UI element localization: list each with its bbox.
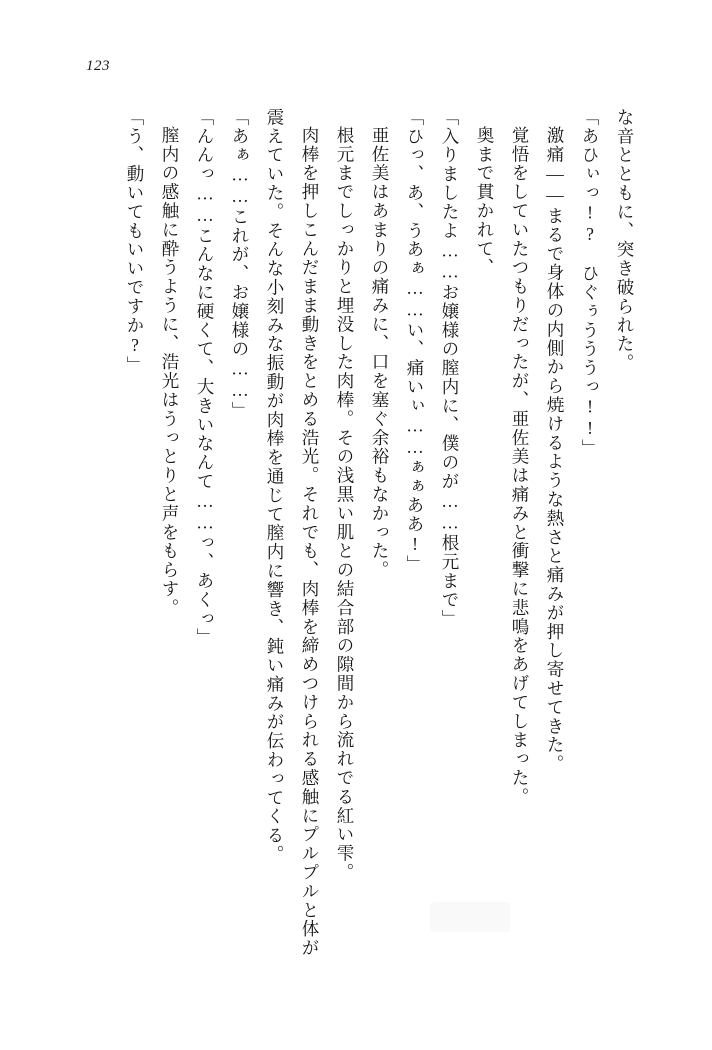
paragraph: 膣内の感触に酔うように、浩光はうっとりと声をもらす。 xyxy=(160,125,180,617)
paragraph: 奥まで貫かれて、 xyxy=(475,125,495,277)
paper-smudge xyxy=(430,902,510,932)
paragraph: 「う、動いてもいいですか?」 xyxy=(125,108,145,376)
paragraph: 「あぁ……これが、お嬢様の……」 xyxy=(230,108,250,421)
paragraph: 覚悟をしていたつもりだったが、亜佐美は痛みと衝撃に悲鳴をあげてしまった。 xyxy=(510,125,530,806)
page-body-text xyxy=(62,108,642,968)
paragraph: 「ひっ、あ、うあぁ……い、痛いぃ……ぁぁああ!」 xyxy=(405,108,425,575)
paragraph: な音とともに、突き破られた。 xyxy=(615,108,635,373)
paragraph: 激痛——まるで身体の内側から焼けるような熱さと痛みが押し寄せてきた。 xyxy=(545,125,565,774)
paragraph: 「んんっ……こんなに硬くて、大きいなんて……っ、あくっ」 xyxy=(195,108,215,648)
paragraph: 「あひぃっ!? ひぐぅうううっ!!」 xyxy=(580,108,600,459)
paragraph: 「入りましたよ……お嬢様の膣内に、僕のが……根元まで」 xyxy=(440,108,460,629)
paragraph: 根元までしっかりと埋没した肉棒。その浅黒い肌との結合部の隙間から流れでる紅い雫。 xyxy=(335,125,355,882)
paragraph: 亜佐美はあまりの痛みに、口を塞ぐ余裕もなかった。 xyxy=(370,125,390,580)
page-number: 123 xyxy=(86,58,110,74)
paragraph: 肉棒を押しこんだまま動きをとめる浩光。それでも、肉棒を締めつけられる感触にプルプルと体が震えていた。そんな小刻みな振動が肉棒を通じて膣内に響き、鈍い痛みが伝わってくる。 xyxy=(265,108,320,958)
